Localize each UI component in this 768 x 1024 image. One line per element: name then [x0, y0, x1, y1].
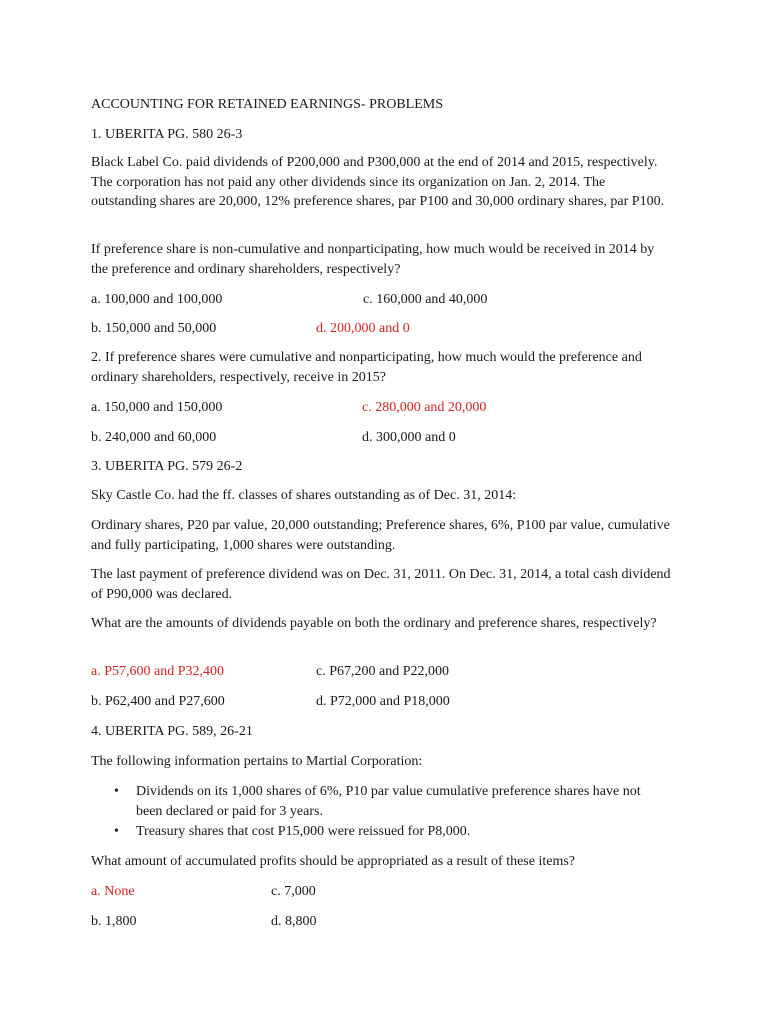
q3-option-a-answer: a. P57,600 and P32,400 [91, 664, 224, 679]
q1-reference: 1. UBERITA PG. 580 26-3 [91, 127, 243, 142]
q4-option-c: c. 7,000 [271, 884, 316, 899]
q3-reference: 3. UBERITA PG. 579 26-2 [91, 459, 243, 474]
q1-option-c: c. 160,000 and 40,000 [363, 292, 488, 307]
q4-question: What amount of accumulated profits should be appropriated as a result of these items? [91, 854, 576, 869]
q4-option-d: d. 8,800 [271, 914, 317, 929]
q4-option-a-answer: a. None [91, 884, 135, 899]
q2-option-d: d. 300,000 and 0 [362, 430, 456, 445]
q3-info: The last payment of preference dividend was on Dec. 31, 2011. On Dec. 31, 2014, a total cash dividend of P90,000 was declared. [91, 567, 671, 602]
q3-option-d: d. P72,000 and P18,000 [316, 694, 450, 709]
q1-option-d-answer: d. 200,000 and 0 [316, 321, 410, 336]
q3-option-c: c. P67,200 and P22,000 [316, 664, 449, 679]
q3-share-classes: Ordinary shares, P20 par value, 20,000 outstanding; Preference shares, 6%, P100 par value, cumulative and fully participating, 1,000 shares were outstanding. [91, 518, 670, 553]
q3-option-b: b. P62,400 and P27,600 [91, 694, 225, 709]
bullet-marker: • [114, 824, 119, 839]
q3-question: What are the amounts of dividends payable on both the ordinary and preference shares, respectively? [91, 616, 657, 631]
q4-option-b: b. 1,800 [91, 914, 137, 929]
q4-bullet-1: Dividends on its 1,000 shares of 6%, P10 par value cumulative preference shares have not been declared or paid for 3 years. [136, 784, 641, 819]
document-title: ACCOUNTING FOR RETAINED EARNINGS- PROBLEMS [91, 97, 444, 112]
q2-option-c-answer: c. 280,000 and 20,000 [362, 400, 487, 415]
q4-reference: 4. UBERITA PG. 589, 26-21 [91, 724, 253, 739]
q1-question: If preference share is non-cumulative and nonparticipating, how much would be received in 2014 by the preference and ordinary shareholders, respectively? [91, 242, 655, 277]
q2-question: 2. If preference shares were cumulative and nonparticipating, how much would the preference and ordinary shareholders, respectively, receive in 2015? [91, 350, 642, 385]
q2-option-b: b. 240,000 and 60,000 [91, 430, 217, 445]
q4-bullet-2: Treasury shares that cost P15,000 were reissued for P8,000. [136, 824, 471, 839]
q3-intro: Sky Castle Co. had the ff. classes of shares outstanding as of Dec. 31, 2014: [91, 488, 517, 503]
q1-option-b: b. 150,000 and 50,000 [91, 321, 217, 336]
q4-intro: The following information pertains to Martial Corporation: [91, 754, 423, 769]
q1-option-a: a. 100,000 and 100,000 [91, 292, 223, 307]
bullet-marker: • [114, 784, 119, 799]
q1-problem-text: Black Label Co. paid dividends of P200,000 and P300,000 at the end of 2014 and 2015, respectively. The corporation has not paid any other dividends since its organization on Jan. 2, 2014. The outstanding shares are 20,000, 12% preference shares, par P100 and 30,000 ordinary shares, par P100. [91, 155, 665, 209]
q2-option-a: a. 150,000 and 150,000 [91, 400, 223, 415]
